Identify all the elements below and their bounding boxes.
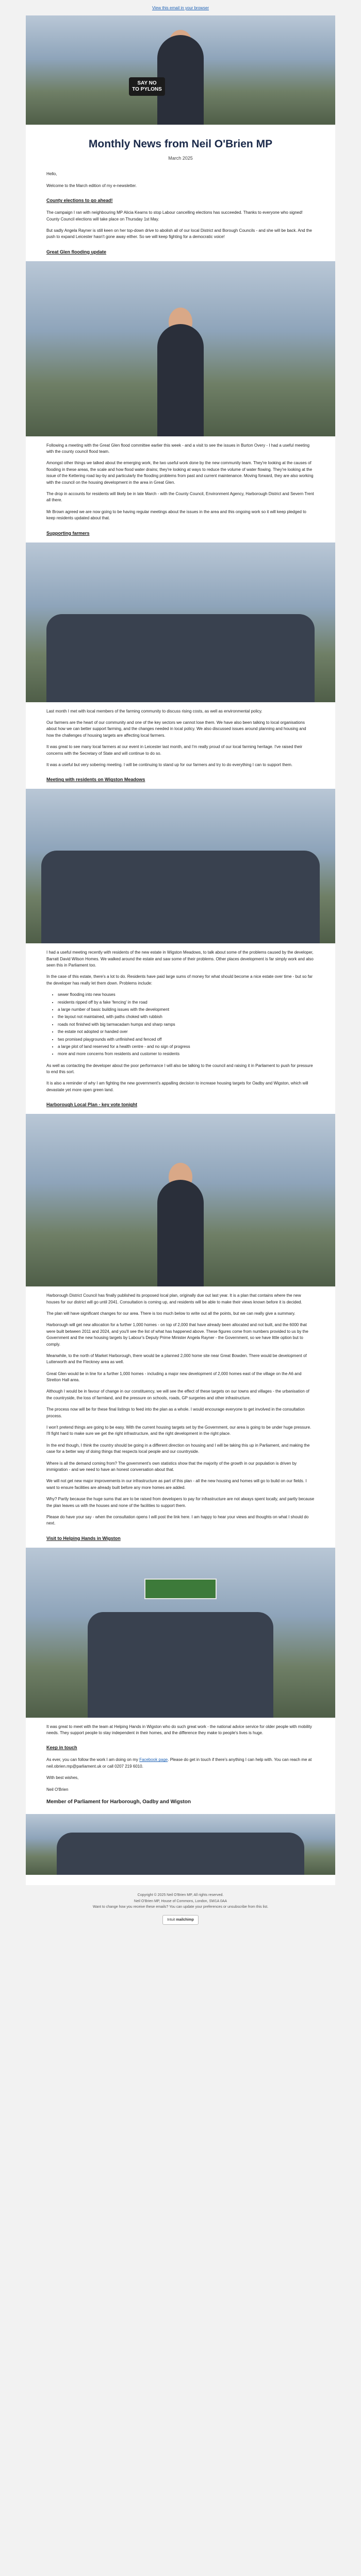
wigston-p1: I had a useful meeting recently with residents of the new estate in Wigston Meadows, to talk about some of the problems caused by the developer, Barratt David Wilson Homes. We walked around the estate and saw some of their problems. Other places development is far simply work and also seen this in Parliament too. (46, 950, 314, 968)
wigston-p2: In the case of this estate, there's a lot to do. Residents have paid large sums of money for what should become a nice estate over time - but so far the developer has really let them down. Problems include: (46, 974, 313, 986)
flood-p2: Amongst other things we talked about the emerging work, the two useful work done by the new community team. They're looking at the causes of flooding in these areas, the scale and how flood water drains; they're looking at ways to reduce the volume of water flowing. They're looking at the issue of the Kettering road lay-by and particularly the flooding problems from past and current maintenance. Moving forward, they are also working with the council on the housing development in the area in Great Glen. (46, 461, 314, 485)
newsletter-card (26, 15, 335, 1885)
local-plan-p6: Although I would be in favour of change in our constituency, we will see the effect of these targets on our towns and villages - the urbanisation of the countryside, the loss of farmland, and the pressure on schools, roads, GP surgeries and other infrastructure. (46, 1389, 309, 1400)
flood-p4: Mr Brown agreed we are now going to be having regular meetings about the issues in the area and this ongoing work so it will keep pledged to keep residents updated about that. (46, 509, 306, 521)
list-item: • more and more concerns from residents and customer to residents (58, 1051, 315, 1057)
local-plan-p5: Great Glen would be in line for a further 1,000 homes - including a major new development of 2,000 homes east of the village on the A6 and Stretton Hall area. (46, 1371, 302, 1383)
local-plan-p13: Please do have your say - when the consultation opens I will post the link here. I am happy to hear your views and thoughts on what I should do next. (46, 1514, 309, 1526)
list-item: • a large number of basic building issues with the development (58, 1007, 315, 1013)
footer-copyright: Copyright © 2025 Neil O'Brien MP, All rights reserved. (137, 1893, 224, 1897)
flood-p3: The drop in accounts for residents will likely be in late March - with the County Council, Environment Agency, Harborough District and Severn Trent all there. (46, 492, 314, 503)
county-p2: But sadly Angela Rayner is still keen on her top-down drive to abolish all of our local District and Borough Councils - and she will be back. And the push to expand Leicester hasn't gone away either. So we will keep fighting for a democratic voice! (46, 228, 312, 240)
sign-line-2: TO PYLONS (132, 87, 162, 92)
local-plan-p3: Harborough will get new allocation for a further 1,000 homes - on top of 2,000 that have already been allocated and not built, and the 6000 that were built between 2011 and 2024, and you'll see the list of what has happened above. These figures come from numbers provided to us by the Government and the new housing targets by Labour's Deputy Prime Minister Angela Rayner - the Government, so we have little option but to comply. (46, 1323, 308, 1347)
newsletter-date: March 2025 (168, 155, 193, 161)
list-item: • two promised playgrounds with unfinished and fenced off (58, 1037, 315, 1043)
local-plan-p11: We will not get new major improvements in our infrastructure as part of this plan - all the new housing and homes will go to build on our fields. I want to ensure facilities are already built before any more homes are added. (46, 1479, 307, 1490)
helping-hands-heading: Visit to Helping Hands in Wigston (46, 1535, 121, 1541)
badge-prefix: Intuit (167, 1918, 175, 1922)
footer-address: Neil O'Brien MP, House of Commons, London, SW1A 0AA (134, 1899, 227, 1903)
pylon-sign (129, 77, 165, 96)
top-bar (0, 0, 361, 15)
helping-hands-p1: It was great to meet with the team at Helping Hands in Wigston who do such great work - the national advice service for older people with mobility needs. They support people to stay independent in their homes, and the difference they make to people's lives is huge. (46, 1724, 312, 1736)
flood-section (26, 443, 335, 537)
farmers-photo (26, 543, 335, 702)
local-plan-photo (26, 1114, 335, 1286)
helping-hands-photo (26, 1548, 335, 1718)
wigston-heading: Meeting with residents on Wigston Meadows (46, 777, 145, 783)
newsletter-title: Monthly News from Neil O'Brien MP (88, 138, 273, 150)
local-plan-p12: Why? Partly because the huge sums that are to be raised from developers to pay for infrastructure are not always spent locally, and partly because the plan leaves us with the houses and none of the facilities to support them. (46, 1497, 315, 1508)
view-in-browser-link[interactable]: View this email in your browser (152, 6, 209, 10)
signature-role: Member of Parliament for Harborough, Oadby and Wigston (46, 1799, 191, 1805)
badge-brand: mailchimp (176, 1918, 194, 1922)
wigston-photo (26, 789, 335, 943)
sign-line-1: SAY NO (137, 80, 157, 86)
sign-off: With best wishes, (46, 1775, 79, 1781)
list-item: • roads not finished with big tarmacadam humps and sharp ramps (58, 1022, 315, 1028)
helping-hands-section (26, 1724, 335, 1806)
flood-p1: Following a meeting with the Great Glen flood committee earlier this week - and a visit to see the issues in Burton Overy - I had a useful meeting with the county council flood team. (46, 443, 310, 454)
list-item: • sewer flooding into new houses (58, 992, 315, 998)
local-plan-section (26, 1293, 335, 1542)
touch-text-pre: As ever, you can follow the work I am doing on my (46, 1757, 140, 1762)
list-item: • the layout not maintained, with paths choked with rubbish (58, 1014, 315, 1020)
county-heading: County elections to go ahead! (46, 198, 113, 204)
farmers-p4: It was a useful but very sobering meeting. I will be continuing to stand up for our farmers and try to do everything I can to support them. (46, 762, 293, 767)
farmers-heading: Supporting farmers (46, 530, 90, 536)
local-plan-heading: Harborough Local Plan - key vote tonight (46, 1102, 138, 1108)
local-plan-p8: I won't pretend things are going to be easy. With the current housing targets set by the Government, our area is going to be under huge pressure. I'll fight hard to make sure we get the right infrastructure, and the right development in the right place. (46, 1425, 311, 1436)
facebook-link[interactable]: Facebook page (139, 1757, 168, 1762)
wigston-problems-list (58, 992, 315, 1058)
signature-name: Neil O'Brien (46, 1787, 69, 1792)
local-plan-p9: In the end though, I think the country should be going in a different direction on housing and I will be taking this up in Parliament, and making the case for a better way of doing things that respects local people and our countryside. (46, 1443, 310, 1454)
newsletter-body (26, 171, 335, 256)
local-plan-p7: The process now will be for these final listings to feed into the plan as a whole. I would encourage everyone to get involved in the consultation process. (46, 1407, 305, 1418)
wigston-p4: It is also a reminder of why I am fighting the new government's appalling decision to increase housing targets for Oadby and Wigston, which will devastate yet more open green land. (46, 1081, 308, 1092)
local-plan-p1: Harborough District Council has finally published its proposed local plan, originally due out last year. It is a plan that contains where the new houses for our district will go until 2041. Consultation is coming up, and residents will be able to make their views known before it is decided. (46, 1293, 302, 1304)
keep-in-touch-p1 (46, 1757, 315, 1770)
flood-heading: Great Glen flooding update (46, 249, 107, 255)
header-photo (26, 15, 335, 125)
local-plan-p4: Meanwhile, to the north of Market Harborough, there would be a planned 2,000 home site near Great Bowden. There would be development of Lutterworth and the Fleckney area as well. (46, 1353, 307, 1365)
list-item: • the estate not adopted or handed over (58, 1029, 315, 1035)
keep-in-touch-heading: Keep in touch (46, 1745, 77, 1751)
welcome-text: Welcome to the March edition of my e-newsletter. (46, 183, 137, 188)
wigston-section (26, 950, 335, 1109)
greeting: Hello, (46, 172, 57, 177)
farmers-p1: Last month I met with local members of the farming community to discuss rising costs, as well as environmental policy. (46, 708, 262, 714)
touch-text-post: . Please do get in touch if there's anything I can help with. You can reach me at neil.obrien.mp@parliament.uk or call 0207 219 6010. (46, 1757, 312, 1769)
local-plan-p10: Where is all the demand coming from? The government's own statistics show that the majority of the growth in our population is driven by immigration - and we need to have an honest conversation about that. (46, 1461, 297, 1472)
signature-block (46, 1787, 315, 1806)
county-p1: The campaign I ran with neighbouring MP Alicia Kearns to stop Labour cancelling elections has succeeded. Thanks to everyone who signed! County Council elections will take place on Thursday 1st May. (46, 210, 303, 222)
mailchimp-badge[interactable] (162, 1915, 199, 1925)
email-footer (26, 1885, 335, 1929)
list-item: • a large plot of land reserved for a health centre - and no sign of progress (58, 1044, 315, 1050)
local-plan-p2: The plan will have significant changes for our area. There is too much below to write out all the points, but we can really give a summary. (46, 1311, 296, 1316)
footer-preferences[interactable]: Want to change how you receive these emails? You can update your preferences or unsubscribe from this list. (92, 1905, 269, 1909)
farmers-p2: Our farmers are the heart of our community and one of the key sectors we cannot lose them. We have also been talking to local organisations about how we can better support farming, and the changes needed in local policy. We also discussed issues around planning and housing and how the challenges of housing targets are affecting local farmers. (46, 720, 306, 738)
flood-photo (26, 261, 335, 436)
farmers-section (26, 708, 335, 784)
list-item: • residents ripped off by a fake 'fencing' in the road (58, 999, 315, 1006)
wigston-p3: As well as contacting the developer about the poor performance I will also be talking to the council and raising it in Parliament to push for pressure to end this sort. (46, 1063, 313, 1075)
farmers-p3: It was great to see many local farmers at our event in Leicester last month, and I'm really proud of our local farming heritage. I've raised their concerns with the Secretary of State and will continue to do so. (46, 744, 303, 756)
footer-photo (26, 1814, 335, 1875)
